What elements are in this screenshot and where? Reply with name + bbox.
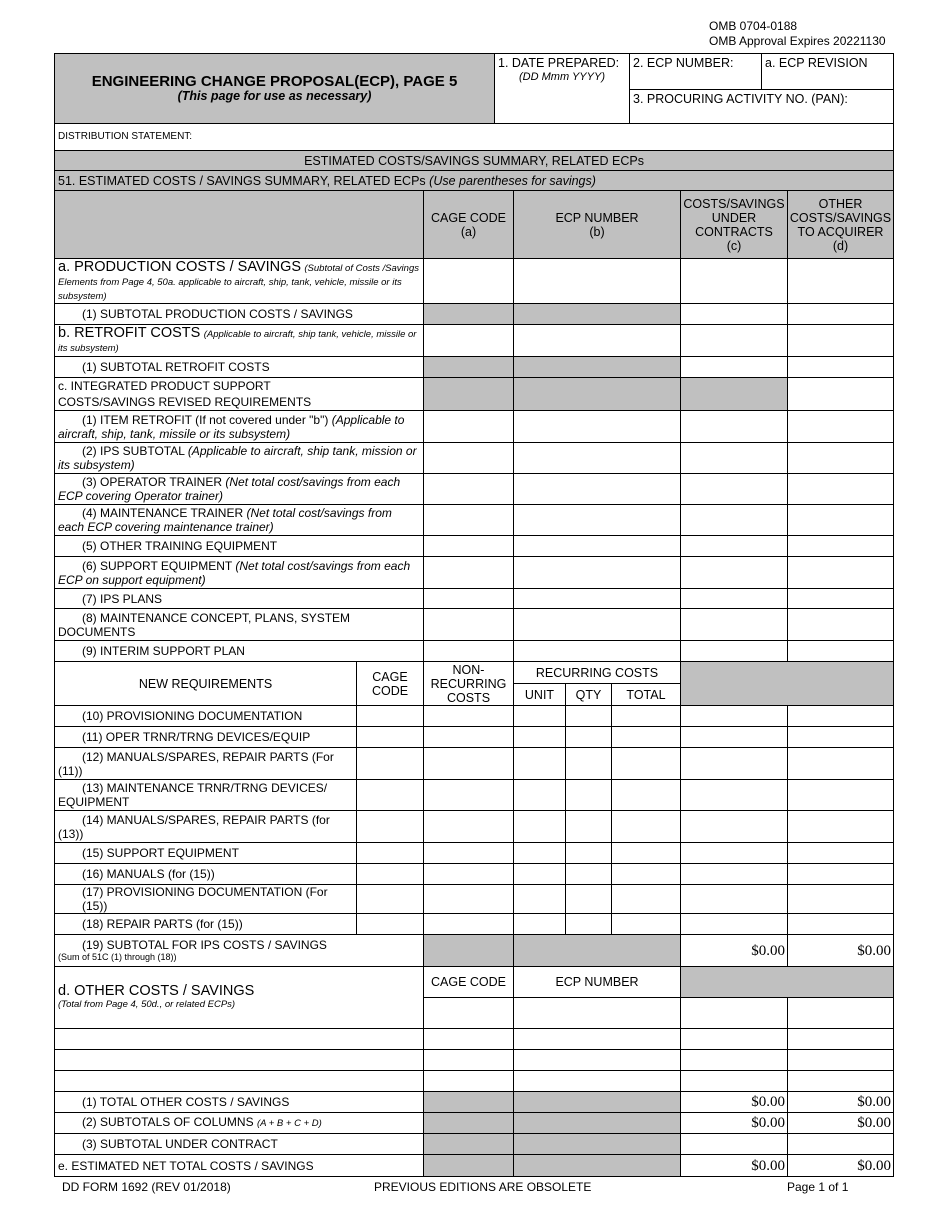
subtotal-under-contract-d-input[interactable] — [788, 1134, 894, 1155]
ips-item-1-text: (1) ITEM RETROFIT (If not covered under "b") — [82, 412, 329, 427]
column-ecp-number — [514, 191, 681, 259]
other-costs-2-desc-input[interactable] — [55, 1029, 424, 1050]
new-req-16-d-input[interactable] — [788, 864, 894, 885]
ips-header-line1: c. INTEGRATED PRODUCT SUPPORT — [58, 379, 271, 393]
ecp-number-field[interactable] — [630, 54, 762, 90]
form-subtitle: (This page for use as necessary) — [177, 88, 372, 103]
new-req-13-nonrec-input[interactable] — [424, 780, 514, 811]
other-costs-3-ecp-input[interactable] — [514, 1050, 681, 1071]
ips-item-8-ecp-input[interactable] — [514, 609, 681, 641]
date-format-hint: (DD Mmm YYYY) — [519, 71, 605, 83]
production-d-input[interactable] — [788, 259, 894, 304]
ips-item-1-ecp-input[interactable] — [514, 411, 681, 443]
ips-item-4-label — [55, 505, 424, 536]
other-costs-3-d-input[interactable] — [788, 1050, 894, 1071]
total-other-d-value[interactable]: $0.00 — [788, 1092, 894, 1113]
row-production-subtotal — [55, 304, 894, 325]
ips-item-8-c-input[interactable] — [681, 609, 788, 641]
new-req-15-c-input[interactable] — [681, 843, 788, 864]
shaded-cell — [514, 1092, 681, 1113]
other-costs-2-cage-input[interactable] — [424, 1029, 514, 1050]
column-ecp-number-label: ECP NUMBER — [555, 210, 639, 225]
new-req-11-d-input[interactable] — [788, 727, 894, 748]
shaded-cell — [681, 662, 894, 706]
ips-subtotal-label: (19) SUBTOTAL FOR IPS COSTS / SAVINGS — [82, 937, 327, 952]
other-costs-3-c-input[interactable] — [681, 1050, 788, 1071]
subtotals-columns-label-cell — [55, 1113, 424, 1134]
ips-item-9-cage-input[interactable] — [424, 641, 514, 662]
other-costs-3-cage-input[interactable] — [424, 1050, 514, 1071]
form-title: ENGINEERING CHANGE PROPOSAL(ECP), PAGE 5 — [91, 72, 458, 90]
row-other-costs-2 — [55, 1029, 894, 1050]
new-req-13-qty-input[interactable] — [566, 780, 612, 811]
ips-item-2-note: (Applicable to aircraft, ship tank, mission or its subsystem) — [58, 444, 417, 472]
ips-item-9-ecp-input[interactable] — [514, 641, 681, 662]
form-number: DD FORM 1692 (REV 01/2018) — [62, 1180, 231, 1194]
new-req-16-c-input[interactable] — [681, 864, 788, 885]
ips-item-6-ecp-input[interactable] — [514, 557, 681, 589]
row-ips-item-6 — [55, 557, 894, 589]
new-req-17-total-input[interactable] — [612, 885, 681, 914]
new-req-16-label: (16) MANUALS (for (15)) — [55, 864, 357, 885]
other-costs-4-c-input[interactable] — [681, 1071, 788, 1092]
retrofit-cage-input[interactable] — [424, 325, 514, 357]
ecp-number-label: 2. ECP NUMBER: — [633, 56, 734, 70]
ips-item-2-c-input[interactable] — [681, 443, 788, 474]
new-req-13-cage-input[interactable] — [357, 780, 424, 811]
ips-item-8-label — [55, 609, 424, 641]
column-cage-code — [424, 191, 514, 259]
row-new-req-header-1 — [55, 662, 894, 684]
column-under-contracts — [681, 191, 788, 259]
ips-item-5-label: (5) OTHER TRAINING EQUIPMENT — [55, 536, 424, 557]
new-req-11-cage-input[interactable] — [357, 727, 424, 748]
subtotals-columns-label: (2) SUBTOTALS OF COLUMNS — [82, 1115, 254, 1129]
row-retrofit-costs — [55, 325, 894, 357]
ips-item-2-text: (2) IPS SUBTOTAL — [82, 444, 185, 458]
header-table — [54, 53, 894, 151]
new-req-14-d-input[interactable] — [788, 811, 894, 843]
new-req-13-text: (13) MAINTENANCE TRNR/TRNG DEVICES/ EQUIPMENT — [58, 781, 328, 809]
new-req-15-unit-input[interactable] — [514, 843, 566, 864]
column-cage-code-label: CAGE CODE — [430, 210, 506, 225]
ips-header-label — [55, 378, 424, 411]
ips-item-3-text: (3) OPERATOR TRAINER — [82, 475, 223, 489]
new-req-13-c-input[interactable] — [681, 780, 788, 811]
new-req-10-d-input[interactable] — [788, 706, 894, 727]
ips-item-5-cage-input[interactable] — [424, 536, 514, 557]
other-costs-1-d-input[interactable] — [788, 998, 894, 1029]
shaded-cell — [514, 1155, 681, 1177]
omb-block — [709, 19, 886, 49]
ecp-revision-field[interactable] — [762, 54, 894, 90]
shaded-cell — [424, 1155, 514, 1177]
row-new-req-11 — [55, 727, 894, 748]
subtotal-under-contract-label: (3) SUBTOTAL UNDER CONTRACT — [55, 1134, 424, 1155]
ips-item-3-c-input[interactable] — [681, 474, 788, 505]
ips-subtotal-note: (Sum of 51C (1) through (18)) — [58, 951, 177, 962]
new-req-12-text: (12) MANUALS/SPARES, REPAIR PARTS (For (11)) — [58, 749, 334, 778]
total-other-costs-label: (1) TOTAL OTHER COSTS / SAVINGS — [55, 1092, 424, 1113]
ips-item-1-note: (Applicable to aircraft, ship, tank, missile or its subsystem) — [58, 412, 405, 441]
ips-item-5-ecp-input[interactable] — [514, 536, 681, 557]
date-prepared-field[interactable] — [495, 54, 630, 124]
shaded-cell — [514, 1134, 681, 1155]
obsolete-notice: PREVIOUS EDITIONS ARE OBSOLETE — [374, 1180, 592, 1194]
ips-item-7-d-input[interactable] — [788, 589, 894, 609]
production-subtotal-label: (1) SUBTOTAL PRODUCTION COSTS / SAVINGS — [55, 304, 424, 325]
ips-item-5-c-input[interactable] — [681, 536, 788, 557]
ips-item-4-c-input[interactable] — [681, 505, 788, 536]
other-costs-1-cage-input[interactable] — [424, 998, 514, 1029]
new-req-17-nonrec-input[interactable] — [424, 885, 514, 914]
column-other-costs — [788, 191, 894, 259]
ips-subtotal-label-cell — [55, 935, 424, 967]
other-costs-1-c-input[interactable] — [681, 998, 788, 1029]
row-other-costs-4 — [55, 1071, 894, 1092]
ips-header-d-input[interactable] — [788, 378, 894, 411]
subtotals-d-value[interactable]: $0.00 — [788, 1113, 894, 1134]
ips-item-7-label: (7) IPS PLANS — [55, 589, 424, 609]
column-under-contracts-letter: (c) — [726, 238, 742, 253]
shaded-cell — [514, 935, 681, 967]
new-req-18-d-input[interactable] — [788, 914, 894, 935]
distribution-statement-label: DISTRIBUTION STATEMENT: — [58, 131, 193, 142]
row-ips-subtotal — [55, 935, 894, 967]
new-req-15-cage-input[interactable] — [357, 843, 424, 864]
new-req-16-nonrec-input[interactable] — [424, 864, 514, 885]
ips-item-6-cage-input[interactable] — [424, 557, 514, 589]
production-costs-label-cell — [55, 259, 424, 304]
shaded-cell — [424, 1113, 514, 1134]
new-req-12-nonrec-input[interactable] — [424, 748, 514, 780]
ecp-revision-label: a. ECP REVISION — [765, 56, 868, 70]
net-total-c-value[interactable]: $0.00 — [681, 1155, 788, 1177]
ips-item-6-c-input[interactable] — [681, 557, 788, 589]
row-subtotal-under-contract — [55, 1134, 894, 1155]
row-ips-item-1 — [55, 411, 894, 443]
new-req-14-c-input[interactable] — [681, 811, 788, 843]
ips-item-5-d-input[interactable] — [788, 536, 894, 557]
new-req-label: NEW REQUIREMENTS — [55, 662, 357, 706]
new-req-18-label: (18) REPAIR PARTS (for (15)) — [55, 914, 357, 935]
row-production-costs — [55, 259, 894, 304]
new-req-11-unit-input[interactable] — [514, 727, 566, 748]
new-req-14-text: (14) MANUALS/SPARES, REPAIR PARTS (for (13)) — [58, 812, 330, 841]
new-req-14-total-input[interactable] — [612, 811, 681, 843]
item-51-header — [55, 171, 894, 191]
other-costs-2-c-input[interactable] — [681, 1029, 788, 1050]
retrofit-subtotal-d-input[interactable] — [788, 357, 894, 378]
new-req-14-qty-input[interactable] — [566, 811, 612, 843]
ips-item-2-ecp-input[interactable] — [514, 443, 681, 474]
retrofit-costs-label: b. RETROFIT COSTS — [58, 324, 201, 341]
row-net-total — [55, 1155, 894, 1177]
new-req-17-d-input[interactable] — [788, 885, 894, 914]
production-subtotal-d-input[interactable] — [788, 304, 894, 325]
form-title-cell — [55, 54, 495, 124]
ips-item-4-ecp-input[interactable] — [514, 505, 681, 536]
row-new-req-12 — [55, 748, 894, 780]
ips-item-7-cage-input[interactable] — [424, 589, 514, 609]
new-req-12-d-input[interactable] — [788, 748, 894, 780]
new-req-18-cage-input[interactable] — [357, 914, 424, 935]
row-new-req-10 — [55, 706, 894, 727]
row-ips-item-3 — [55, 474, 894, 505]
retrofit-c-input[interactable] — [681, 325, 788, 357]
new-req-10-qty-input[interactable] — [566, 706, 612, 727]
other-costs-cage-label: CAGE CODE — [424, 967, 514, 998]
other-costs-4-ecp-input[interactable] — [514, 1071, 681, 1092]
shaded-cell — [424, 304, 514, 325]
column-header-blank — [55, 191, 424, 259]
new-req-14-label — [55, 811, 357, 843]
other-costs-4-d-input[interactable] — [788, 1071, 894, 1092]
new-req-15-d-input[interactable] — [788, 843, 894, 864]
retrofit-costs-note: (Applicable to aircraft, ship tank, vehicle, missile or its subsystem) — [58, 328, 417, 354]
row-new-req-15 — [55, 843, 894, 864]
row-other-costs-3 — [55, 1050, 894, 1071]
ips-item-8-text: (8) MAINTENANCE CONCEPT, PLANS, SYSTEM DOCUMENTS — [58, 610, 351, 639]
new-req-18-total-input[interactable] — [612, 914, 681, 935]
shaded-cell — [424, 935, 514, 967]
new-req-18-unit-input[interactable] — [514, 914, 566, 935]
new-req-nonrec-label: NON- RECURRING COSTS — [424, 662, 514, 706]
new-req-16-total-input[interactable] — [612, 864, 681, 885]
row-total-other-costs — [55, 1092, 894, 1113]
row-retrofit-subtotal — [55, 357, 894, 378]
retrofit-subtotal-label: (1) SUBTOTAL RETROFIT COSTS — [55, 357, 424, 378]
new-req-12-cage-input[interactable] — [357, 748, 424, 780]
other-costs-4-cage-input[interactable] — [424, 1071, 514, 1092]
ips-item-9-d-input[interactable] — [788, 641, 894, 662]
row-ips-header — [55, 378, 894, 411]
shaded-cell — [424, 378, 514, 411]
ips-item-9-label: (9) INTERIM SUPPORT PLAN — [55, 641, 424, 662]
new-req-11-c-input[interactable] — [681, 727, 788, 748]
ips-item-6-note: (Net total cost/savings from each ECP on support equipment) — [58, 558, 411, 587]
new-req-17-label: (17) PROVISIONING DOCUMENTATION (For (15)) — [55, 885, 357, 914]
ips-item-4-d-input[interactable] — [788, 505, 894, 536]
other-costs-2-ecp-input[interactable] — [514, 1029, 681, 1050]
ips-item-3-ecp-input[interactable] — [514, 474, 681, 505]
retrofit-subtotal-c-input[interactable] — [681, 357, 788, 378]
ips-item-7-c-input[interactable] — [681, 589, 788, 609]
ips-item-8-d-input[interactable] — [788, 609, 894, 641]
ips-subtotal-d-value[interactable]: $0.00 — [788, 935, 894, 967]
new-req-14-unit-input[interactable] — [514, 811, 566, 843]
retrofit-ecp-input[interactable] — [514, 325, 681, 357]
ips-item-6-text: (6) SUPPORT EQUIPMENT — [82, 558, 233, 573]
new-req-13-d-input[interactable] — [788, 780, 894, 811]
new-req-15-label: (15) SUPPORT EQUIPMENT — [55, 843, 357, 864]
other-costs-4-desc-input[interactable] — [55, 1071, 424, 1092]
new-req-18-nonrec-input[interactable] — [424, 914, 514, 935]
ips-item-6-d-input[interactable] — [788, 557, 894, 589]
new-req-10-label: (10) PROVISIONING DOCUMENTATION — [55, 706, 357, 727]
retrofit-d-input[interactable] — [788, 325, 894, 357]
new-req-unit-label: UNIT — [514, 684, 566, 706]
new-req-11-nonrec-input[interactable] — [424, 727, 514, 748]
net-total-label: e. ESTIMATED NET TOTAL COSTS / SAVINGS — [55, 1155, 424, 1177]
new-req-cage-label: CAGE CODE — [357, 662, 424, 706]
production-subtotal-c-input[interactable] — [681, 304, 788, 325]
ips-item-2-cage-input[interactable] — [424, 443, 514, 474]
ips-item-1-c-input[interactable] — [681, 411, 788, 443]
column-other-costs-letter: (d) — [832, 238, 849, 253]
ips-item-1-cage-input[interactable] — [424, 411, 514, 443]
other-costs-label: d. OTHER COSTS / SAVINGS — [58, 982, 255, 999]
row-new-req-14 — [55, 811, 894, 843]
new-req-12-total-input[interactable] — [612, 748, 681, 780]
ips-item-4-cage-input[interactable] — [424, 505, 514, 536]
omb-expiration: OMB Approval Expires 20221130 — [709, 34, 886, 48]
new-req-14-nonrec-input[interactable] — [424, 811, 514, 843]
cost-summary-table — [54, 150, 894, 1177]
new-req-18-c-input[interactable] — [681, 914, 788, 935]
new-req-11-total-input[interactable] — [612, 727, 681, 748]
new-req-17-unit-input[interactable] — [514, 885, 566, 914]
column-ecp-number-letter: (b) — [589, 224, 605, 239]
new-req-16-qty-input[interactable] — [566, 864, 612, 885]
row-new-req-13 — [55, 780, 894, 811]
ips-item-2-d-input[interactable] — [788, 443, 894, 474]
shaded-cell — [514, 1113, 681, 1134]
item-51-note: (Use parentheses for savings) — [429, 173, 596, 188]
subtotals-c-value[interactable]: $0.00 — [681, 1113, 788, 1134]
ecp-form — [54, 53, 893, 1177]
row-ips-item-2 — [55, 443, 894, 474]
new-req-13-total-input[interactable] — [612, 780, 681, 811]
new-req-17-cage-input[interactable] — [357, 885, 424, 914]
new-req-15-qty-input[interactable] — [566, 843, 612, 864]
new-req-total-label: TOTAL — [612, 684, 681, 706]
other-costs-1-ecp-input[interactable] — [514, 998, 681, 1029]
ips-item-8-cage-input[interactable] — [424, 609, 514, 641]
other-costs-3-desc-input[interactable] — [55, 1050, 424, 1071]
new-req-10-total-input[interactable] — [612, 706, 681, 727]
ips-item-3-label — [55, 474, 424, 505]
row-ips-item-9 — [55, 641, 894, 662]
new-req-18-qty-input[interactable] — [566, 914, 612, 935]
new-req-17-c-input[interactable] — [681, 885, 788, 914]
new-req-11-label: (11) OPER TRNR/TRNG DEVICES/EQUIP — [55, 727, 357, 748]
row-subtotals-columns — [55, 1113, 894, 1134]
row-ips-item-8 — [55, 609, 894, 641]
ips-item-4-text: (4) MAINTENANCE TRAINER — [82, 506, 244, 520]
row-ips-item-5 — [55, 536, 894, 557]
new-req-qty-label: QTY — [566, 684, 612, 706]
row-other-costs-header — [55, 967, 894, 998]
new-req-16-unit-input[interactable] — [514, 864, 566, 885]
column-other-costs-label: OTHER COSTS/SAVINGS TO ACQUIRER — [789, 196, 892, 239]
ips-item-3-note: (Net total cost/savings from each ECP covering Operator trainer) — [58, 475, 401, 503]
total-other-c-value[interactable]: $0.00 — [681, 1092, 788, 1113]
row-new-req-18 — [55, 914, 894, 935]
new-req-10-unit-input[interactable] — [514, 706, 566, 727]
row-new-req-17 — [55, 885, 894, 914]
shaded-cell — [681, 378, 788, 411]
row-new-req-16 — [55, 864, 894, 885]
production-c-input[interactable] — [681, 259, 788, 304]
distribution-statement-field[interactable] — [55, 124, 894, 151]
new-req-12-unit-input[interactable] — [514, 748, 566, 780]
section-title: ESTIMATED COSTS/SAVINGS SUMMARY, RELATED ECPs — [55, 151, 894, 171]
ips-item-9-c-input[interactable] — [681, 641, 788, 662]
production-costs-label: a. PRODUCTION COSTS / SAVINGS — [58, 259, 302, 275]
other-costs-ecp-label: ECP NUMBER — [514, 967, 681, 998]
new-req-12-label — [55, 748, 357, 780]
shaded-cell — [514, 357, 681, 378]
new-req-16-cage-input[interactable] — [357, 864, 424, 885]
column-cage-code-letter: (a) — [460, 224, 477, 239]
production-costs-note: (Subtotal of Costs /Savings Elements from Page 4, 50a. applicable to aircraft, ship, tank, vehicle, missile or its subsystem) — [58, 263, 419, 302]
ips-header-line2: COSTS/SAVINGS REVISED REQUIREMENTS — [58, 395, 312, 409]
new-req-10-c-input[interactable] — [681, 706, 788, 727]
shaded-cell — [514, 304, 681, 325]
new-req-12-qty-input[interactable] — [566, 748, 612, 780]
shaded-cell — [681, 967, 894, 998]
other-costs-label-cell — [55, 967, 424, 1029]
production-cage-input[interactable] — [424, 259, 514, 304]
shaded-cell — [424, 1092, 514, 1113]
subtotals-columns-note: (A + B + C + D) — [256, 1118, 322, 1129]
new-req-13-label — [55, 780, 357, 811]
retrofit-costs-label-cell — [55, 325, 424, 357]
shaded-cell — [424, 1134, 514, 1155]
new-req-17-qty-input[interactable] — [566, 885, 612, 914]
ips-item-4-note: (Net total cost/savings from each ECP covering maintenance trainer) — [58, 506, 392, 534]
ips-item-3-d-input[interactable] — [788, 474, 894, 505]
subtotal-under-contract-c-input[interactable] — [681, 1134, 788, 1155]
new-req-10-nonrec-input[interactable] — [424, 706, 514, 727]
new-req-14-cage-input[interactable] — [357, 811, 424, 843]
net-total-d-value[interactable]: $0.00 — [788, 1155, 894, 1177]
ips-item-7-ecp-input[interactable] — [514, 589, 681, 609]
ips-item-6-label — [55, 557, 424, 589]
row-ips-item-4 — [55, 505, 894, 536]
new-req-12-c-input[interactable] — [681, 748, 788, 780]
new-req-11-qty-input[interactable] — [566, 727, 612, 748]
procuring-activity-field[interactable] — [630, 90, 894, 124]
item-51-label: 51. ESTIMATED COSTS / SAVINGS SUMMARY, RELATED ECPs — [58, 173, 426, 188]
column-under-contracts-label: COSTS/SAVINGS UNDER CONTRACTS — [683, 196, 785, 239]
ips-item-1-d-input[interactable] — [788, 411, 894, 443]
other-costs-note: (Total from Page 4, 50d., or related ECPs) — [58, 998, 236, 1010]
omb-number: OMB 0704-0188 — [709, 19, 798, 33]
new-req-10-cage-input[interactable] — [357, 706, 424, 727]
other-costs-2-d-input[interactable] — [788, 1029, 894, 1050]
page-number: Page 1 of 1 — [787, 1180, 849, 1194]
ips-item-1-label — [55, 411, 424, 443]
production-ecp-input[interactable] — [514, 259, 681, 304]
ips-item-2-label — [55, 443, 424, 474]
date-prepared-label: 1. DATE PREPARED: — [498, 56, 620, 70]
procuring-activity-label: 3. PROCURING ACTIVITY NO. (PAN): — [633, 92, 848, 106]
ips-subtotal-c-value[interactable]: $0.00 — [681, 935, 788, 967]
shaded-cell — [424, 357, 514, 378]
new-req-15-nonrec-input[interactable] — [424, 843, 514, 864]
shaded-cell — [514, 378, 681, 411]
ips-item-3-cage-input[interactable] — [424, 474, 514, 505]
new-req-13-unit-input[interactable] — [514, 780, 566, 811]
new-req-15-total-input[interactable] — [612, 843, 681, 864]
row-ips-item-7 — [55, 589, 894, 609]
new-req-recurring-label: RECURRING COSTS — [514, 662, 681, 684]
